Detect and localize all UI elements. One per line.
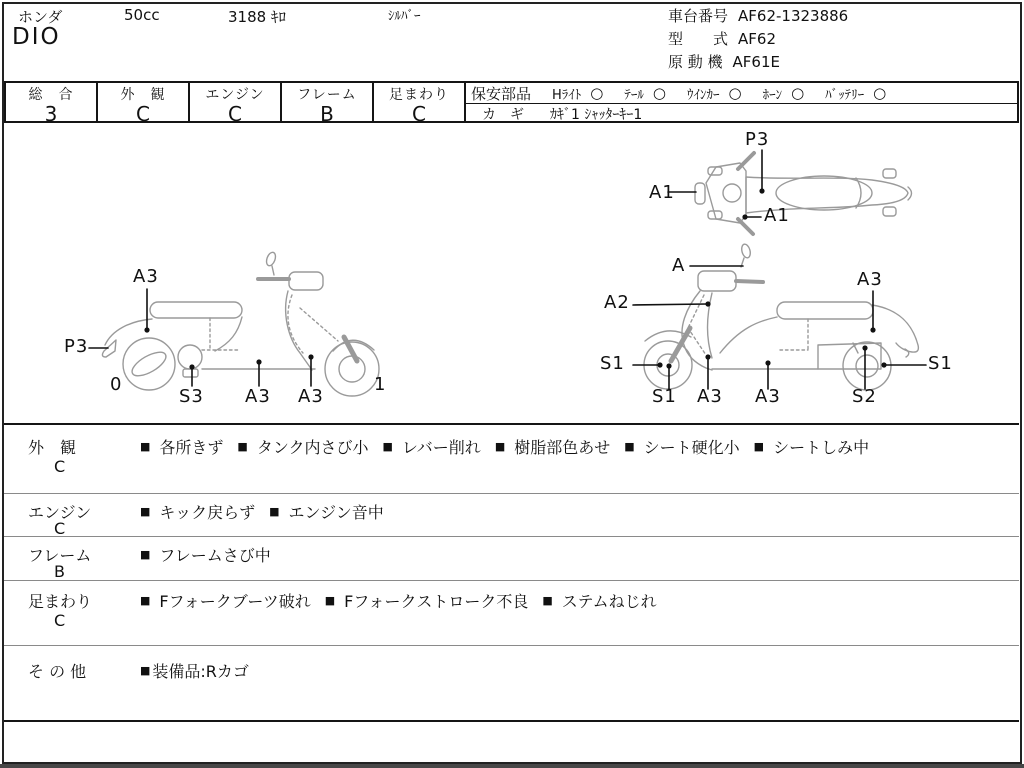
- grade-label: 外 観: [120, 87, 166, 103]
- grade-value: C: [136, 102, 150, 126]
- type-value: AF62: [738, 30, 776, 48]
- condition-label: フレーム: [28, 546, 92, 565]
- topview-handlebar-left: [738, 153, 754, 169]
- grade-value: C: [412, 102, 426, 126]
- diagram-label: S1: [652, 386, 677, 407]
- leftview-muffler-tip: [183, 369, 198, 377]
- diagram-label: S2: [852, 386, 877, 407]
- rightview-handle-pod: [698, 271, 736, 291]
- diagram-label: A1: [649, 182, 675, 203]
- square-bullet-icon: ■: [494, 440, 506, 453]
- grade-label: フレーム: [297, 87, 357, 103]
- engine-label: 原 動 機: [668, 53, 723, 71]
- topview-handlebar-right: [738, 219, 753, 234]
- model-name: DIO: [12, 24, 61, 50]
- rightview-grip: [736, 281, 763, 282]
- grade-cell-engine: [190, 83, 282, 126]
- leftview-front-hub: [339, 356, 365, 382]
- engine-row: [668, 51, 848, 74]
- leftview-mirror-stem: [272, 266, 274, 275]
- leftview-mirror: [265, 251, 277, 267]
- chassis-number-value: AF62-1323886: [738, 7, 849, 25]
- condition-label: 足まわり: [28, 592, 93, 611]
- engine-value: AF61E: [732, 53, 781, 71]
- condition-grade: C: [54, 457, 66, 476]
- condition-items: [140, 543, 271, 566]
- image-bottom-edge: [0, 764, 1024, 768]
- safety-item-label: ﾊﾞｯﾃﾘｰ: [825, 87, 865, 103]
- leftview-body-under-seat: [215, 317, 242, 351]
- condition-row-undercarriage: [4, 580, 1019, 645]
- leftview-rear-wheel: [123, 338, 175, 390]
- square-bullet-icon: ■: [382, 440, 393, 453]
- grade-value: 3: [44, 102, 58, 126]
- diagram-label: A3: [697, 386, 723, 407]
- rightview-rear-hub: [856, 355, 878, 377]
- safety-item-label: ｳｲﾝｶｰ: [686, 87, 720, 103]
- square-bullet-icon: ■: [140, 664, 151, 677]
- diagram-label: A3: [755, 386, 781, 407]
- condition-item: ■ 各所きず: [140, 438, 224, 457]
- diagram-label: S3: [179, 386, 204, 407]
- square-bullet-icon: ■: [140, 548, 151, 561]
- condition-item: ■ ステムねじれ: [542, 592, 657, 611]
- condition-grade: C: [54, 519, 66, 538]
- square-bullet-icon: ■: [237, 440, 248, 453]
- square-bullet-icon: ■: [269, 505, 280, 518]
- diagram-label: A3: [245, 386, 271, 407]
- condition-item: ■ 樹脂部色あせ: [494, 438, 611, 457]
- maker-name: ホンダ: [18, 8, 63, 26]
- diagram-label: A: [672, 255, 686, 276]
- safety-item-taillight: [624, 84, 666, 103]
- condition-item: ■ タンク内さび小: [237, 438, 369, 457]
- condition-table: [4, 423, 1019, 761]
- condition-item: ■ フレームさび中: [140, 546, 271, 565]
- leftview-seat: [150, 302, 242, 318]
- condition-row-engine: [4, 493, 1019, 536]
- rightview-body-mid: [720, 317, 777, 353]
- rightview-panel-seam: [780, 319, 808, 350]
- ok-circle-icon: ○: [652, 83, 666, 102]
- diagram-label: 0: [110, 374, 123, 395]
- condition-row-exterior: [4, 423, 1019, 493]
- empty-row: [4, 720, 1019, 761]
- square-bullet-icon: ■: [140, 505, 151, 518]
- safety-parts-title: 保安部品: [471, 84, 532, 103]
- condition-item: ■ レバー削れ: [382, 438, 481, 457]
- safety-item-label: Hﾗｲﾄ: [552, 87, 582, 103]
- condition-label: エンジン: [28, 503, 92, 522]
- ok-circle-icon: ○: [791, 83, 805, 102]
- safety-item-battery: [825, 84, 886, 103]
- condition-grade: C: [54, 611, 66, 630]
- leftview-rear-hub: [129, 348, 170, 381]
- condition-item: ■ キック戻らず: [140, 503, 256, 522]
- safety-item-winker: [687, 84, 742, 103]
- grade-label: 足まわり: [389, 87, 449, 103]
- condition-items: [140, 435, 869, 458]
- safety-item-horn: [763, 84, 805, 103]
- topview-handle-pod: [706, 163, 746, 223]
- diagram-label: A1: [764, 205, 790, 226]
- ok-circle-icon: ○: [728, 83, 742, 102]
- topview-front-fender: [695, 183, 705, 204]
- square-bullet-icon: ■: [324, 594, 336, 607]
- diagram-label: A2: [604, 292, 630, 313]
- condition-row-frame: [4, 536, 1019, 580]
- condition-row-other: [4, 645, 1019, 720]
- grade-cell-exterior: [98, 83, 190, 126]
- grade-label: 総 合: [28, 87, 74, 103]
- diagram-label: S1: [600, 353, 625, 374]
- square-bullet-icon: ■: [624, 440, 635, 453]
- topview-rear-signal-left: [883, 169, 896, 178]
- rightview-seat: [777, 302, 873, 319]
- condition-item: ■ Fフォークブーツ破れ: [140, 592, 311, 611]
- topview-rear-signal-right: [883, 207, 896, 216]
- safety-item-label: ﾃｰﾙ: [624, 87, 644, 103]
- condition-item: ■ シート硬化小: [624, 438, 740, 457]
- condition-item: ■ Fフォークストローク不良: [324, 592, 529, 611]
- key-label: カ ギ: [482, 107, 524, 123]
- ok-circle-icon: ○: [590, 83, 604, 102]
- condition-items: [140, 589, 657, 612]
- condition-grade: B: [54, 562, 65, 581]
- diagram-label: A3: [857, 269, 883, 290]
- diagram-label: P3: [64, 336, 89, 357]
- grade-cell-overall: [6, 83, 98, 126]
- condition-item: ■ 装備品:Rカゴ: [140, 662, 249, 681]
- rightview-mirror: [740, 243, 751, 259]
- topview-steering-head: [723, 184, 741, 202]
- leftview-handle-pod: [289, 272, 323, 290]
- safety-parts-cell: [466, 83, 1017, 121]
- mileage: 3188 ｷﾛ: [228, 8, 286, 26]
- leftview-rear-cowl: [105, 319, 152, 345]
- vehicle-id-block: [668, 5, 848, 74]
- diagram-label: A3: [133, 266, 159, 287]
- diagram-label: P3: [745, 129, 770, 150]
- safety-item-label: ﾎｰﾝ: [762, 87, 783, 103]
- condition-items: [140, 659, 249, 682]
- safety-parts-row: [466, 83, 1017, 104]
- square-bullet-icon: ■: [542, 594, 553, 607]
- diagram-label: 1: [374, 374, 387, 395]
- diagram-label: S1: [928, 353, 953, 374]
- grade-cell-frame: [282, 83, 374, 126]
- ok-circle-icon: ○: [873, 83, 887, 102]
- condition-item: ■ シートしみ中: [753, 438, 870, 457]
- grade-value: C: [228, 102, 242, 126]
- square-bullet-icon: ■: [140, 594, 151, 607]
- condition-items: [140, 500, 384, 523]
- grade-label: エンジン: [205, 87, 265, 103]
- leftview-shield-seam: [288, 295, 338, 353]
- key-value: ｶｷﾞ1 ｼｬｯﾀｰｷｰ1: [550, 107, 643, 123]
- condition-item: ■ エンジン音中: [269, 503, 384, 522]
- key-row: [466, 104, 1017, 124]
- chassis-number-label: 車台番号: [668, 7, 729, 25]
- grade-row: [4, 81, 1019, 126]
- safety-item-headlight: [552, 84, 603, 103]
- diagram-label: A3: [298, 386, 324, 407]
- square-bullet-icon: ■: [753, 440, 765, 453]
- body-color: ｼﾙﾊﾞｰ: [388, 9, 421, 24]
- type-label: 型 式: [668, 30, 729, 48]
- condition-label: そ の 他: [28, 662, 87, 681]
- type-row: [668, 28, 848, 51]
- condition-label: 外 観: [28, 438, 77, 457]
- chassis-number-row: [668, 5, 848, 28]
- grade-cell-undercarriage: [374, 83, 466, 126]
- square-bullet-icon: ■: [140, 440, 151, 453]
- displacement: 50cc: [124, 6, 160, 24]
- grade-value: B: [320, 102, 334, 126]
